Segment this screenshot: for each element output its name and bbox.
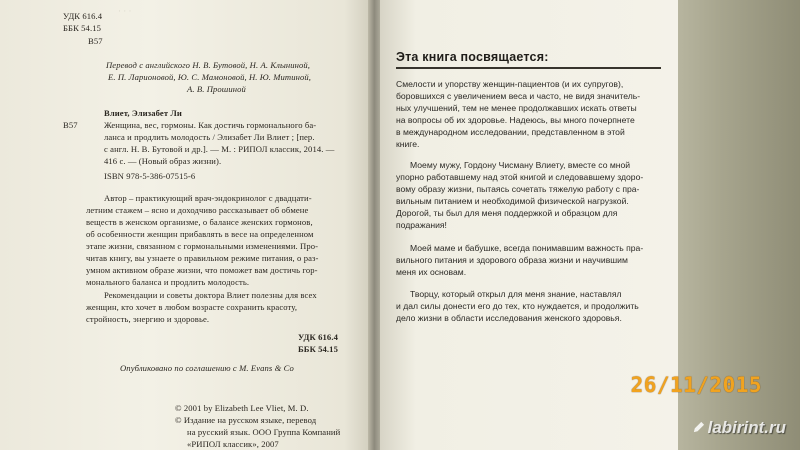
abstract-line-9: Рекомендации и советы доктора Влиет полезны для всех (104, 290, 317, 300)
heading-rule (396, 67, 661, 69)
biblio-line-3: с англ. Н. В. Бутовой и др.]. — М. : РИПОЛ классик, 2014. — (104, 144, 335, 154)
dedication-p1-line-1: Смелости и упорству женщин-пациентов (и их супругов), (396, 79, 624, 89)
abstract-line-1: Автор – практикующий врач-эндокринолог с двадцати- (104, 193, 312, 203)
translators-line-1: Перевод с английского Н. В. Бутовой, Н. А. Клыниной, (106, 60, 311, 70)
abstract-line-10: женщин, кто хочет в любом возрасте сохранить красоту, (86, 302, 298, 312)
dedication-heading: Эта книга посвящается: (396, 50, 549, 64)
left-page (0, 0, 374, 450)
abstract-line-6: читав книгу, вы узнаете о правильном режиме питания, о раз- (86, 253, 319, 263)
dedication-p2-line-3: вому образу жизни, пытаясь сочетать тяжелую работу с пра- (396, 184, 640, 194)
abstract-line-7: умном активном образе жизни, что поможет вам достичь гор- (86, 265, 318, 275)
biblio-line-2: ланса и продлить молодость / Элизабет Ли Влиет ; [пер. (104, 132, 315, 142)
udk-code: УДК 616.4 (63, 11, 103, 21)
translators-line-3: А. В. Прошиной (187, 84, 246, 94)
dedication-p4-line-2: и дал силы донести его до тех, кто нуждается, и продолжить (396, 301, 639, 311)
watermark-text: labirint.ru (707, 418, 786, 437)
publication-agreement: Опубликовано по соглашению с M. Evans & Co (120, 363, 294, 373)
dedication-p1-line-6: книге. (396, 139, 420, 149)
dedication-p1-line-4: на вопросы об их здоровье. Надеюсь, вы много почерпнете (396, 115, 635, 125)
show-through-text: · · · (118, 6, 132, 16)
abstract-line-5: этапе жизни, связанном с гормональными изменениями. Про- (86, 241, 319, 251)
author-name: Влиет, Элизабет Ли (104, 108, 182, 118)
copyright-line-1: © 2001 by Elizabeth Lee Vliet, M. D. (175, 403, 309, 413)
copyright-line-4: «РИПОЛ классик», 2007 (187, 439, 279, 449)
isbn: ISBN 978-5-386-07515-6 (104, 171, 196, 181)
dedication-p2-line-2: упорно работавшему над этой книгой и следовавшему здоро- (396, 172, 644, 182)
biblio-line-4: 416 с. — (Новый образ жизни). (104, 156, 222, 166)
author-mark: В57 (88, 36, 103, 46)
dedication-p4-line-3: дело жизни в области исследования женского здоровья. (396, 313, 622, 323)
dedication-p2-line-5: Дорогой, ты был для меня поддержкой и образцом для (396, 208, 618, 218)
dedication-p2-line-1: Моему мужу, Гордону Чисману Влиету, вместе со мной (410, 160, 631, 170)
bbk-code: ББК 54.15 (63, 23, 101, 33)
pen-icon (692, 421, 705, 434)
site-watermark (692, 418, 786, 438)
dedication-p3-line-2: вильного питания и здорового образа жизни и научившим (396, 255, 628, 265)
abstract-line-4: об особенности женщин прибавлять в весе на определенном (86, 229, 314, 239)
dedication-p2-line-4: вильным питанием и необходимой физической нагрузкой. (396, 196, 629, 206)
translators-line-2: Е. П. Ларионовой, Ю. С. Мамоновой, Н. Ю. Митиной, (108, 72, 312, 82)
dedication-p1-line-5: в международном исследовании, представленном в этой (396, 127, 625, 137)
dedication-p1-line-3: ных улучшений, тем не менее продолжавших искать ответы (396, 103, 637, 113)
dedication-p3-line-1: Моей маме и бабушке, всегда понимавшим важность пра- (410, 243, 644, 253)
copyright-line-2: © Издание на русском языке, перевод (175, 415, 317, 425)
udk-code-bottom: УДК 616.4 (298, 332, 338, 342)
dedication-p3-line-3: меня их основам. (396, 267, 467, 277)
author-mark-inline: В57 (63, 120, 78, 130)
dedication-p1-line-2: боровшихся с увеличением веса и часто, не видя значитель- (396, 91, 641, 101)
abstract-line-3: веществ в женском организме, о балансе женских гормонов, (86, 217, 313, 227)
abstract-line-2: летним стажем – ясно и доходчиво рассказывает об обмене (86, 205, 309, 215)
abstract-line-11: стройность, энергию и здоровье. (86, 314, 210, 324)
dedication-p2-line-6: подражания! (396, 220, 447, 230)
abstract-line-8: монального баланса и продлить молодость. (86, 277, 250, 287)
copyright-line-3: на русский язык. ООО Группа Компаний (187, 427, 341, 437)
bbk-code-bottom: ББК 54.15 (298, 344, 338, 354)
biblio-line-1: Женщина, вес, гормоны. Как достичь гормонального ба- (104, 120, 317, 130)
camera-date-stamp: 26/11/2015 (630, 373, 762, 397)
dedication-p4-line-1: Творцу, который открыл для меня знание, наставлял (410, 289, 622, 299)
